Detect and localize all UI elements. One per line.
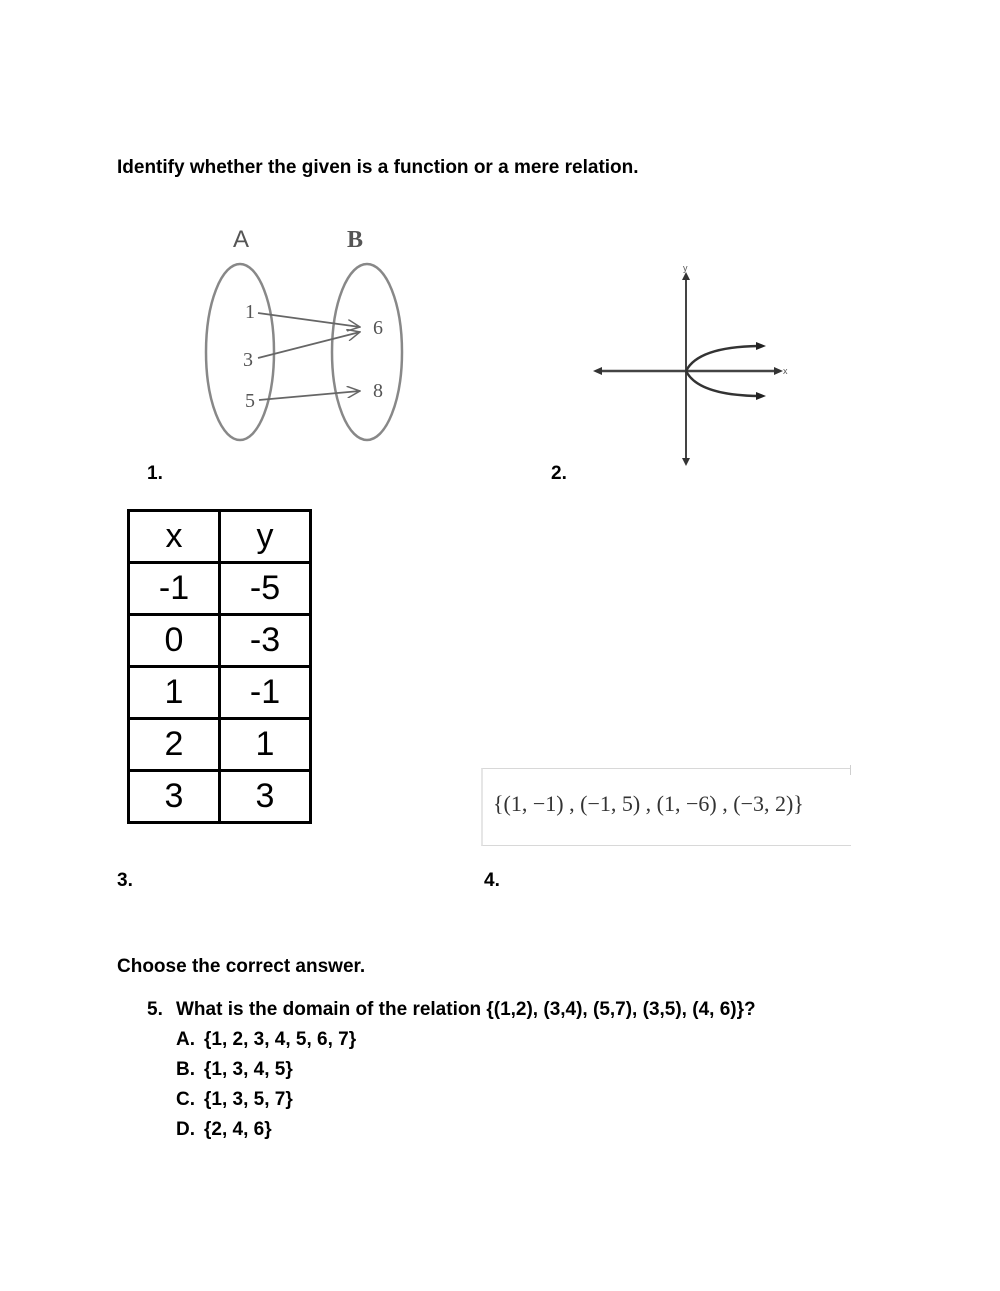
cell-x: 3 xyxy=(129,771,220,823)
x-axis-label: x xyxy=(783,366,788,376)
option-c[interactable] xyxy=(176,1089,293,1111)
mapping-diagram xyxy=(195,220,425,465)
set-a-element: 3 xyxy=(243,349,253,371)
header-y: y xyxy=(220,511,311,563)
header-x: x xyxy=(129,511,220,563)
curve-upper-branch xyxy=(686,346,758,371)
y-axis-label: y xyxy=(683,263,688,273)
cell-x: -1 xyxy=(129,563,220,615)
xy-table xyxy=(127,509,312,824)
cell-x: 1 xyxy=(129,667,220,719)
instruction-choose: Choose the correct answer. xyxy=(117,956,366,977)
set-b-element: 8 xyxy=(373,380,383,402)
instruction-identify: Identify whether the given is a function or a mere relation. xyxy=(117,157,639,178)
question-5-text: What is the domain of the relation {(1,2), (3,4), (5,7), (3,5), (4, 6)}? xyxy=(176,999,756,1020)
set-a-element: 1 xyxy=(245,301,255,323)
table-row xyxy=(129,771,311,823)
set-b-oval xyxy=(332,264,402,440)
cell-y: -5 xyxy=(220,563,311,615)
cell-y: -1 xyxy=(220,667,311,719)
option-text: {1, 2, 3, 4, 5, 6, 7} xyxy=(204,1029,357,1050)
item-number-2: 2. xyxy=(551,463,567,484)
item-number-1: 1. xyxy=(147,463,163,484)
table-row xyxy=(129,615,311,667)
option-letter: C. xyxy=(176,1089,195,1110)
sideways-parabola-graph xyxy=(590,260,795,470)
option-letter: A. xyxy=(176,1029,195,1050)
table-header-row xyxy=(129,511,311,563)
option-letter: D. xyxy=(176,1119,195,1140)
option-a[interactable] xyxy=(176,1029,356,1051)
table-row xyxy=(129,719,311,771)
ordered-pairs-set: {(1, −1) , (−1, 5) , (1, −6) , (−3, 2)} xyxy=(493,791,804,816)
cell-x: 2 xyxy=(129,719,220,771)
option-text: {2, 4, 6} xyxy=(204,1119,272,1140)
table-row xyxy=(129,563,311,615)
cell-x: 0 xyxy=(129,615,220,667)
set-a-label: A xyxy=(233,226,250,253)
table-row xyxy=(129,667,311,719)
option-letter: B. xyxy=(176,1059,195,1080)
item-number-3: 3. xyxy=(117,870,133,891)
arrow-5-to-8 xyxy=(259,391,360,400)
option-b[interactable] xyxy=(176,1059,293,1081)
item-number-4: 4. xyxy=(484,870,500,891)
option-d[interactable] xyxy=(176,1119,272,1141)
set-a-element: 5 xyxy=(245,390,255,412)
option-text: {1, 3, 4, 5} xyxy=(204,1059,293,1080)
cell-y: -3 xyxy=(220,615,311,667)
cell-y: 1 xyxy=(220,719,311,771)
option-text: {1, 3, 5, 7} xyxy=(204,1089,293,1110)
curve-lower-branch xyxy=(686,371,758,396)
ordered-pairs-box xyxy=(481,768,851,846)
set-b-label: B xyxy=(347,227,364,253)
cell-y: 3 xyxy=(220,771,311,823)
set-b-element: 6 xyxy=(373,317,383,339)
set-a-oval xyxy=(206,264,274,440)
question-number-5: 5. xyxy=(147,999,163,1020)
